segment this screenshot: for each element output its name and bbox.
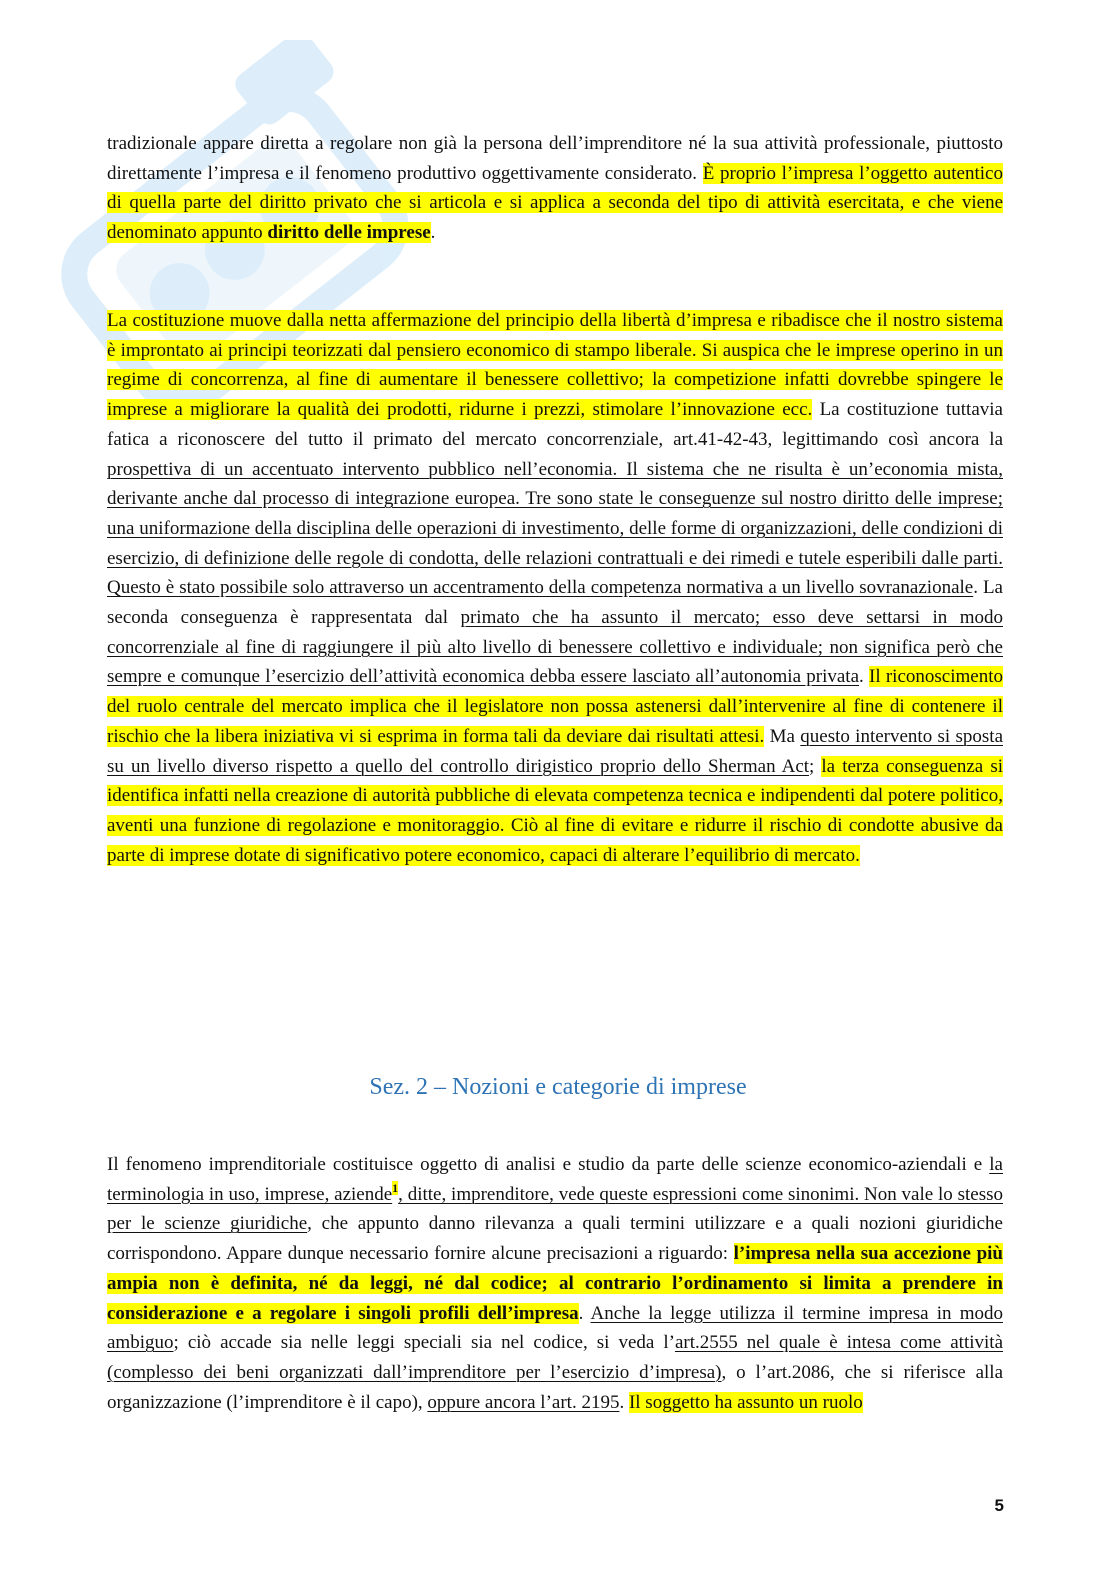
p2-text-4: Ma — [764, 725, 801, 747]
p3-text-2: , che appunto danno rilevanza a quali termini utilizzare e a quali nozioni giuridiche corrispondono. Appare dunque necessario fornire alcune precisazioni a riguardo: — [107, 1213, 1003, 1265]
paragraph-1 — [107, 129, 1003, 248]
footnote-ref-1[interactable]: 1 — [392, 1181, 399, 1196]
section-heading: Sez. 2 – Nozioni e categorie di imprese — [369, 1074, 747, 1100]
p1-highlight: È proprio l’impresa l’oggetto autentico di quella parte del diritto privato che si articola e si applica a seconda del tipo di attività esercitata, e che viene denominato appunto — [107, 162, 1003, 244]
p3-bold-highlight: l’impresa nella sua accezione più ampia non è definita, né da leggi, né dal codice; al contrario l’ordinamento si limita a prendere in considerazione e a regolare i singoli profili dell’impresa — [107, 1243, 1003, 1324]
p1-end: . — [430, 222, 436, 244]
p2-text-2: . La seconda conseguenza è rappresentata dal — [107, 577, 1003, 629]
p3-text-1: Il fenomeno imprenditoriale costituisce oggetto di analisi e studio da parte delle scienze economico-aziendali e — [107, 1154, 990, 1175]
p2-text-5: ; — [809, 755, 822, 777]
p3-underline-2: , ditte, imprenditore, vede queste espressioni come sinonimi. Non vale lo stesso per le scienze giuridiche — [107, 1183, 1003, 1235]
paragraph-2 — [107, 306, 1003, 870]
p2-highlight-3: la terza conseguenza si identifica infatti nella creazione di autorità pubbliche di elevata competenza tecnica e indipendenti dal potere politico, aventi una funzione di regolazione e monitoraggio. Ciò al fine di evitare e ridurre il rischio di condotte abusive da parte di imprese dotate di significativo potere economico, capaci di alterare l’equilibrio di mercato. — [107, 755, 1003, 866]
p1-text: tradizionale appare diretta a regolare non già la persona dell’imprenditore né la sua attività professionale, piuttosto direttamente l’impresa e il fenomeno produttivo oggettivamente considerato. — [107, 133, 1003, 184]
p2-highlight-2: Il riconoscimento del ruolo centrale del mercato implica che il legislatore non possa astenersi dall’intervenire al fine di contenere il rischio che la libera iniziativa vi si esprima in forma tali da deviare dai risultati attesi. — [107, 666, 1003, 747]
p2-underline-3: questo intervento si sposta su un livello diverso rispetto a quello del controllo dirigistico proprio dello Sherman Act — [107, 725, 1003, 777]
p3-underline-5: oppure ancora l’art. 2195 — [427, 1391, 620, 1413]
p3-text-6: . — [619, 1391, 629, 1413]
p3-text-5: , o l’art.2086, che si riferisce alla organizzazione (l’imprenditore è il capo), — [107, 1361, 1003, 1413]
p3-text-3: . — [578, 1302, 591, 1324]
p2-text-3: . — [859, 666, 869, 688]
p2-underline-2: primato che ha assunto il mercato; esso deve settarsi in modo concorrenziale al fine di raggiungere il più alto livello di benessere collettivo e individuale; non significa però che sempre e comunque l’esercizio dell’attività economica debba essere lasciato all’autonomia privata — [107, 607, 1003, 688]
p1-bold-term: diritto delle imprese — [267, 222, 431, 244]
p3-text-4: ; ciò accade sia nelle leggi speciali sia nel codice, si veda l’ — [173, 1332, 675, 1354]
p3-underline-4: art.2555 nel quale è intesa come attività (complesso dei beni organizzati dall’imprenditore per l’esercizio d’impresa) — [107, 1332, 1004, 1383]
p2-highlight-1: La costituzione muove dalla netta affermazione del principio della libertà d’impresa e ribadisce che il nostro sistema è improntato ai principi teorizzati dal pensiero economico di stampo liberale. Si auspica che le imprese operino in un regime di concorrenza, al fine di aumentare il benessere collettivo; la competizione infatti dovrebbe spingere le imprese a migliorare la qualità dei prodotti, ridurne i prezzi, stimolare l’innovazione ecc. — [107, 310, 1003, 421]
p2-underline-1: prospettiva di un accentuato intervento pubblico nell’economia. Il sistema che ne risulta è un’economia mista, derivante anche dal processo di integrazione europea. Tre sono state le conseguenze sul nostro diritto delle imprese; una uniformazione della disciplina delle operazioni di investimento, delle forme di organizzazioni, delle condizioni di esercizio, di definizione delle regole di condotta, delle relazioni contrattuali e dei rimedi e tutele esperibili dalle parti. Questo è stato possibile solo attraverso un accentramento della competenza normativa a un livello sovranazionale — [107, 458, 1003, 599]
p3-underline-1: la terminologia in uso, imprese, aziende — [107, 1154, 1003, 1205]
p2-text-1: La costituzione tuttavia fatica a riconoscere del tutto il primato del mercato concorrenziale, art.41-42-43, legittimando così ancora la — [107, 399, 1003, 450]
paragraph-3 — [107, 1150, 1003, 1417]
page-number: 5 — [994, 1496, 1004, 1515]
p3-highlight-end: Il soggetto ha assunto un ruolo — [628, 1391, 863, 1413]
p3-underline-3: Anche la legge utilizza il termine impresa in modo ambiguo — [107, 1302, 1003, 1354]
